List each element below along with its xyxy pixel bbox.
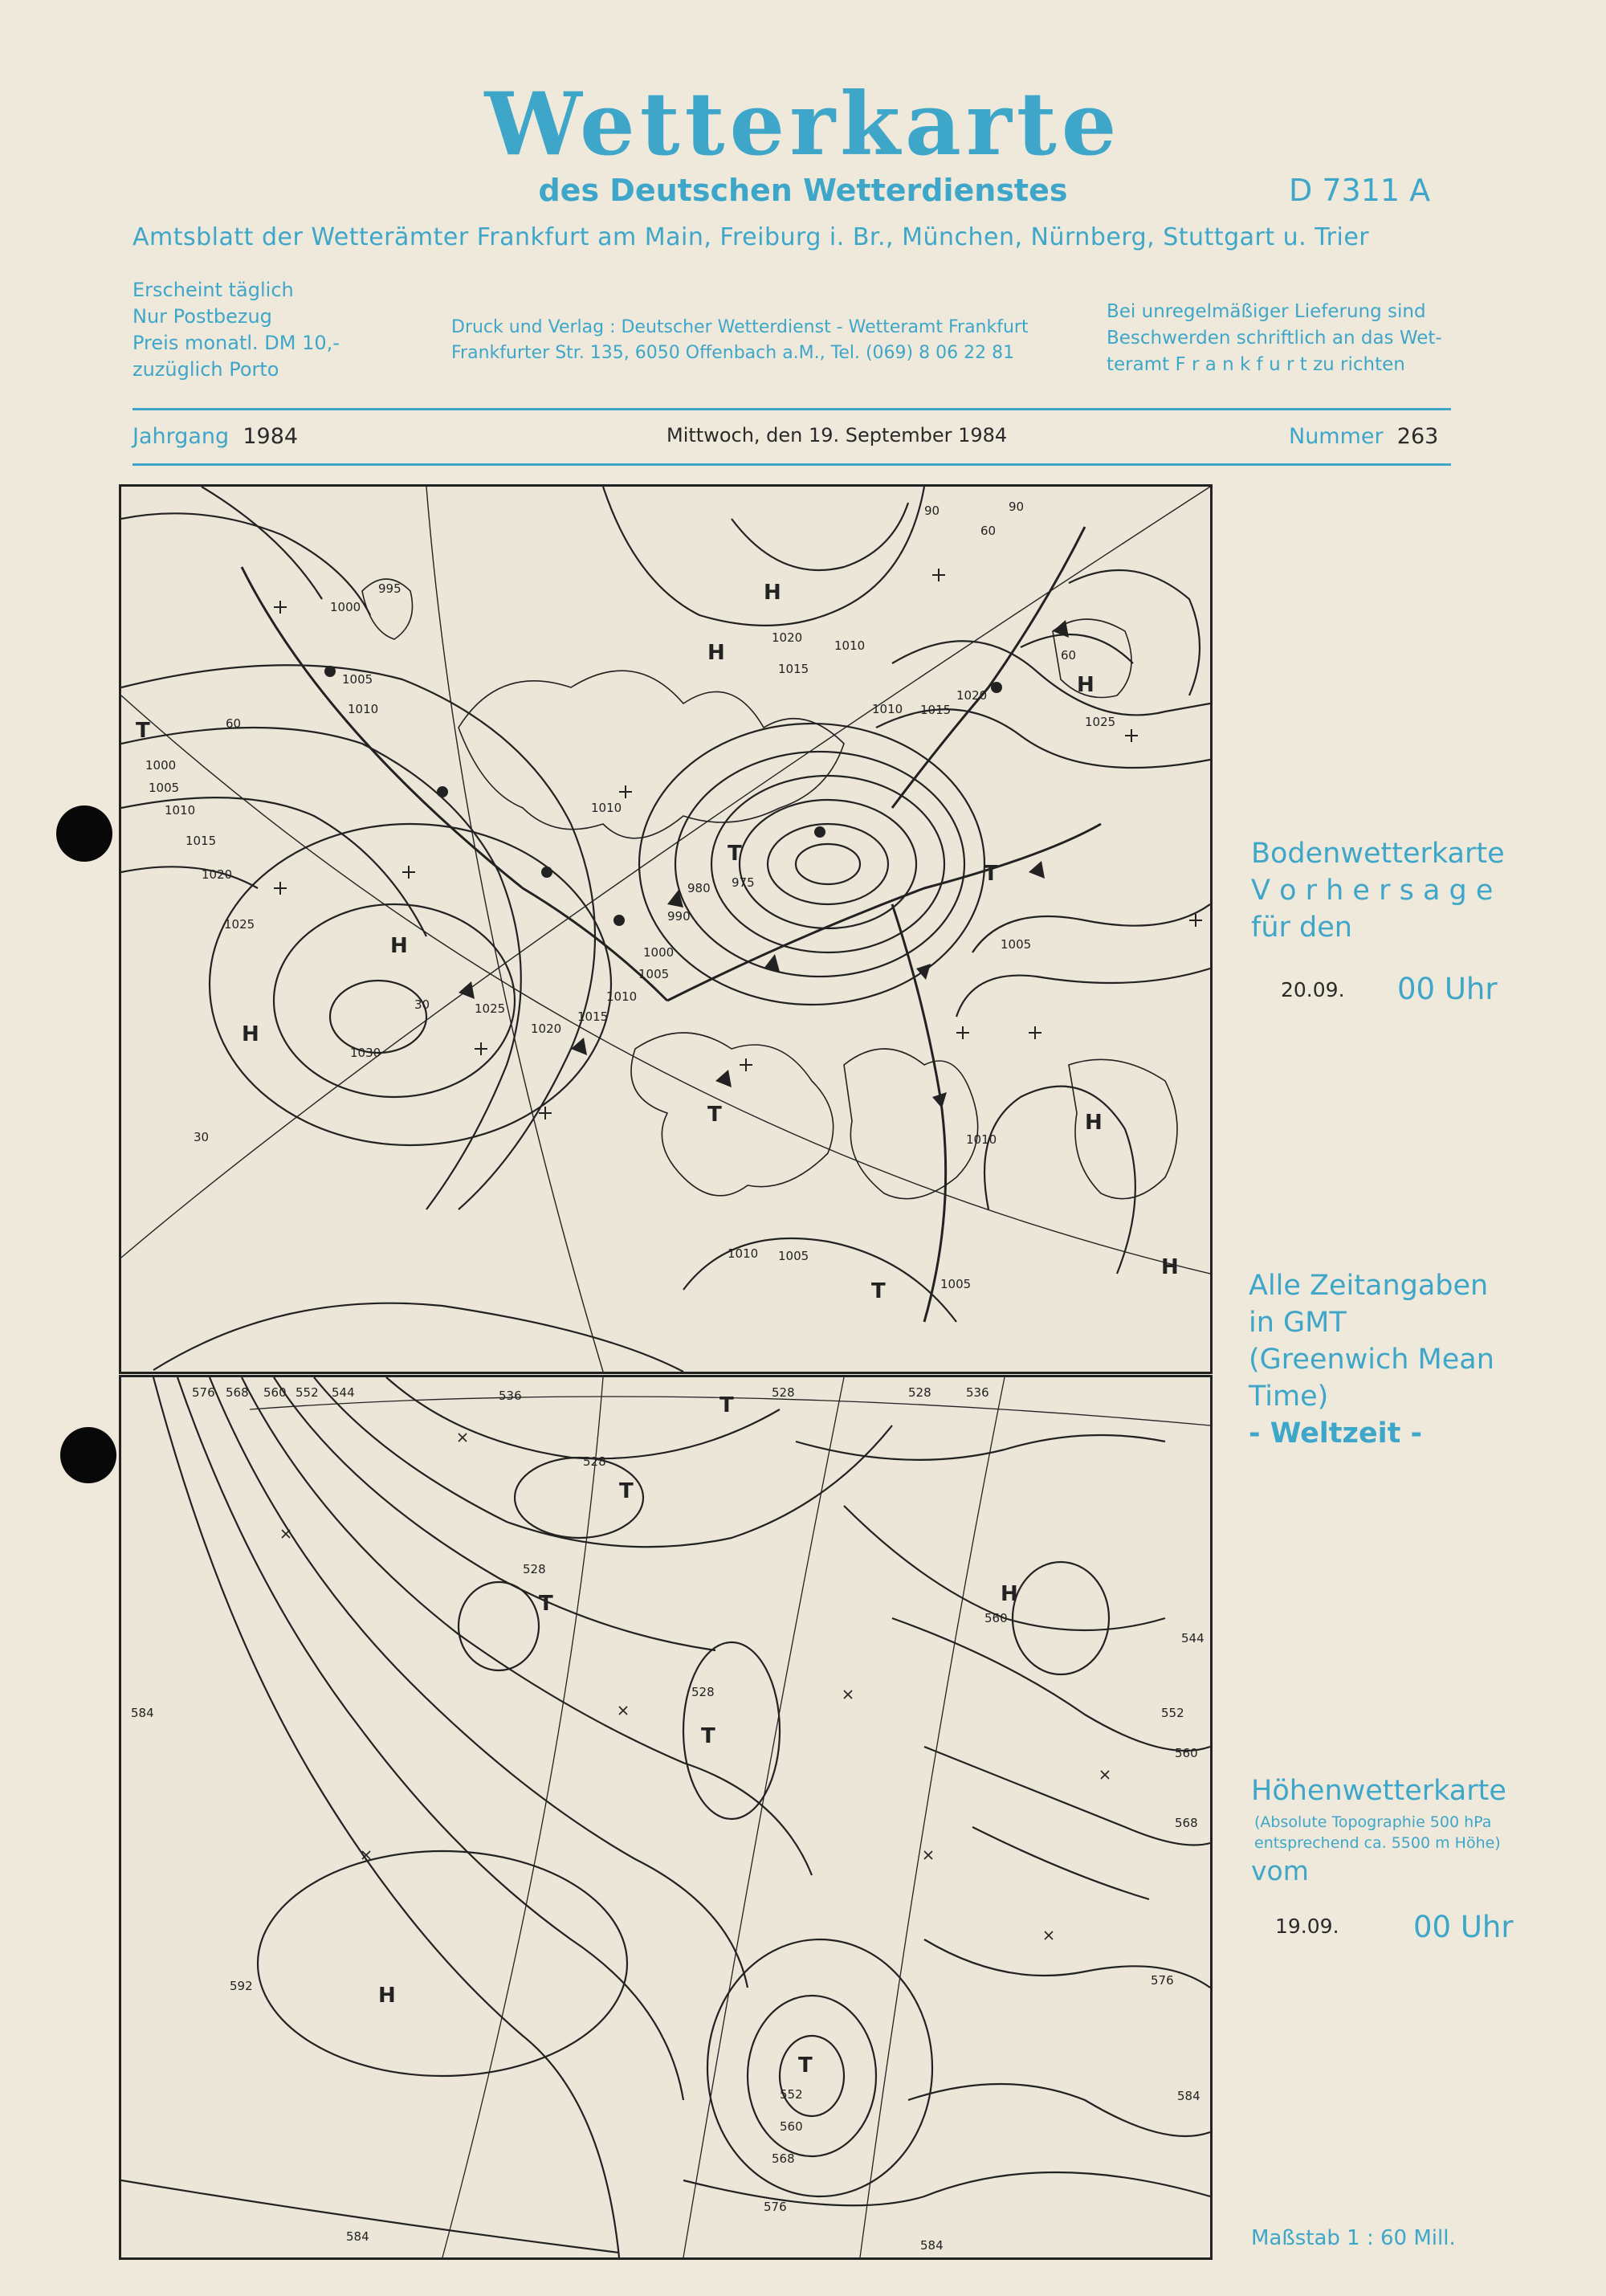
isobar-label: 60 bbox=[980, 524, 997, 538]
time-zone-line: - Weltzeit - bbox=[1249, 1417, 1423, 1450]
isobar-label: 1005 bbox=[1001, 937, 1032, 952]
pressure-center-label: T bbox=[619, 1479, 634, 1503]
contour-label: 568 bbox=[772, 2151, 795, 2166]
subscription-line: zuzüglich Porto bbox=[132, 358, 279, 381]
issue-date: Mittwoch, den 19. September 1984 bbox=[666, 424, 1008, 447]
isobar-label: 1005 bbox=[149, 781, 180, 795]
subscription-line: Erscheint täglich bbox=[132, 279, 294, 301]
contour-label: 584 bbox=[131, 1706, 154, 1720]
nummer bbox=[1289, 424, 1438, 449]
isobar-label: 1010 bbox=[348, 702, 379, 716]
jahrgang-value: 1984 bbox=[243, 424, 299, 449]
surface-map-drawing bbox=[121, 487, 1210, 1372]
contour-label: 528 bbox=[908, 1385, 931, 1400]
surface-map-for: für den bbox=[1251, 911, 1352, 944]
isobar-label: 1020 bbox=[202, 867, 233, 882]
upper-map-drawing bbox=[121, 1377, 1210, 2257]
pressure-center-label: H bbox=[1001, 1582, 1018, 1606]
nummer-label: Nummer bbox=[1289, 424, 1384, 449]
isobar-label: 1020 bbox=[531, 1022, 562, 1036]
contour-label: 568 bbox=[226, 1385, 249, 1400]
publisher-line: Druck und Verlag : Deutscher Wetterdienst - Wetteramt Frankfurt bbox=[451, 317, 1029, 337]
surface-map-time: 00 Uhr bbox=[1397, 972, 1498, 1006]
pressure-center-label: T bbox=[984, 862, 998, 886]
subscription-info bbox=[132, 277, 340, 383]
isobar-label: 975 bbox=[732, 875, 755, 890]
isobar-label: 30 bbox=[194, 1130, 210, 1144]
pressure-center-label: T bbox=[719, 1393, 734, 1417]
complaint-info bbox=[1107, 299, 1442, 378]
time-zone-line: Alle Zeitangaben bbox=[1249, 1270, 1489, 1302]
pressure-center-label: T bbox=[707, 1103, 722, 1127]
jahrgang bbox=[132, 424, 298, 449]
isobar-label: 980 bbox=[687, 881, 711, 895]
time-zone-line: (Greenwich Mean bbox=[1249, 1344, 1494, 1376]
masthead-subtitle: des Deutschen Wetterdienstes bbox=[538, 173, 1068, 208]
isobar-label: 60 bbox=[1061, 648, 1077, 663]
amtsblatt-line: Amtsblatt der Wetterämter Frankfurt am Main, Freiburg i. Br., München, Nürnberg, Stuttgart u. Trier bbox=[132, 223, 1370, 251]
isobar-label: 1015 bbox=[920, 703, 952, 717]
contour-label: 576 bbox=[192, 1385, 215, 1400]
contour-label: 528 bbox=[691, 1685, 715, 1699]
isobar-label: 1020 bbox=[772, 630, 803, 645]
upper-air-map bbox=[119, 1375, 1213, 2260]
pressure-center-label: H bbox=[242, 1022, 259, 1046]
contour-label: 592 bbox=[230, 1979, 253, 1993]
pressure-center-label: H bbox=[1161, 1255, 1179, 1279]
contour-label: 528 bbox=[772, 1385, 795, 1400]
pressure-center-label: T bbox=[136, 719, 150, 743]
publisher-line: Frankfurter Str. 135, 6050 Offenbach a.M., Tel. (069) 8 06 22 81 bbox=[451, 343, 1015, 363]
contour-label: 528 bbox=[523, 1562, 546, 1576]
issn-code: D 7311 A bbox=[1289, 173, 1431, 208]
surface-forecast-map bbox=[119, 484, 1213, 1374]
isobar-label: 30 bbox=[414, 997, 430, 1012]
contour-label: 544 bbox=[332, 1385, 355, 1400]
isobar-label: 1010 bbox=[728, 1246, 759, 1261]
complaint-line: teramt F r a n k f u r t zu richten bbox=[1107, 354, 1405, 375]
contour-label: 560 bbox=[780, 2119, 803, 2134]
isobar-label: 1000 bbox=[145, 758, 177, 773]
pressure-center-label: T bbox=[701, 1724, 715, 1748]
contour-label: 560 bbox=[1175, 1746, 1198, 1760]
complaint-line: Bei unregelmäßiger Lieferung sind bbox=[1107, 301, 1426, 322]
contour-label: 568 bbox=[1175, 1816, 1198, 1830]
contour-label: 552 bbox=[296, 1385, 319, 1400]
upper-map-title: Höhenwetterkarte bbox=[1251, 1775, 1506, 1807]
upper-map-from: vom bbox=[1251, 1855, 1309, 1886]
isobar-label: 1005 bbox=[778, 1249, 809, 1263]
punch-hole bbox=[56, 805, 112, 862]
pressure-center-label: H bbox=[764, 581, 781, 605]
pressure-center-label: T bbox=[798, 2053, 813, 2078]
contour-label: 560 bbox=[984, 1611, 1008, 1625]
contour-label: 560 bbox=[263, 1385, 287, 1400]
isobar-label: 1005 bbox=[638, 967, 670, 981]
header-rule-top bbox=[132, 408, 1451, 410]
isobar-label: 1005 bbox=[940, 1277, 972, 1291]
jahrgang-label: Jahrgang bbox=[132, 424, 230, 449]
isobar-label: 1010 bbox=[606, 989, 638, 1004]
isobar-label: 1025 bbox=[224, 917, 255, 932]
contour-label: 552 bbox=[780, 2087, 803, 2102]
contour-label: 536 bbox=[966, 1385, 989, 1400]
isobar-label: 1025 bbox=[1085, 715, 1116, 729]
surface-map-caption bbox=[1251, 835, 1505, 946]
isobar-label: 1010 bbox=[966, 1132, 997, 1147]
publisher-info bbox=[451, 315, 1029, 366]
contour-label: 544 bbox=[1181, 1631, 1204, 1646]
isobar-label: 990 bbox=[667, 909, 691, 924]
contour-label: 584 bbox=[920, 2238, 944, 2253]
pressure-center-label: H bbox=[1085, 1111, 1103, 1135]
isobar-label: 1000 bbox=[330, 600, 361, 614]
header-rule-bottom bbox=[132, 463, 1451, 466]
upper-map-date: 19.09. bbox=[1275, 1915, 1339, 1938]
isobar-label: 1010 bbox=[165, 803, 196, 818]
upper-map-time: 00 Uhr bbox=[1413, 1910, 1514, 1944]
upper-map-note-line: (Absolute Topographie 500 hPa bbox=[1254, 1813, 1492, 1831]
isobar-label: 1005 bbox=[342, 672, 373, 687]
isobar-label: 1015 bbox=[577, 1009, 609, 1024]
time-zone-note bbox=[1249, 1267, 1494, 1452]
pressure-center-label: T bbox=[728, 842, 742, 866]
isobar-label: 1010 bbox=[591, 801, 622, 815]
isobar-label: 1030 bbox=[350, 1046, 381, 1060]
contour-label: 584 bbox=[1177, 2089, 1200, 2103]
time-zone-line: Time) bbox=[1249, 1380, 1329, 1413]
complaint-line: Beschwerden schriftlich an das Wet- bbox=[1107, 328, 1442, 349]
isobar-label: 1010 bbox=[834, 638, 866, 653]
isobar-label: 60 bbox=[226, 716, 242, 731]
pressure-center-label: H bbox=[390, 934, 408, 958]
pressure-center-label: T bbox=[871, 1279, 886, 1303]
pressure-center-label: T bbox=[539, 1592, 553, 1616]
map-scale: Maßstab 1 : 60 Mill. bbox=[1251, 2226, 1456, 2250]
upper-map-note-line: entsprechend ca. 5500 m Höhe) bbox=[1254, 1834, 1501, 1852]
isobar-label: 1010 bbox=[872, 702, 903, 716]
time-zone-line: in GMT bbox=[1249, 1307, 1347, 1339]
surface-map-date: 20.09. bbox=[1281, 978, 1345, 1001]
punch-hole bbox=[60, 1427, 116, 1483]
contour-label: 552 bbox=[1161, 1706, 1184, 1720]
isobar-label: 1025 bbox=[475, 1001, 506, 1016]
surface-map-title: Bodenwetterkarte bbox=[1251, 838, 1505, 870]
masthead-title: Wetterkarte bbox=[484, 74, 1122, 175]
contour-label: 576 bbox=[764, 2200, 787, 2214]
subscription-line: Nur Postbezug bbox=[132, 305, 272, 328]
nummer-value: 263 bbox=[1396, 424, 1439, 449]
contour-label: 536 bbox=[499, 1389, 522, 1403]
pressure-center-label: H bbox=[707, 641, 725, 665]
isobar-label: 1015 bbox=[185, 834, 217, 848]
contour-label: 576 bbox=[1151, 1973, 1174, 1988]
contour-label: 528 bbox=[583, 1454, 606, 1469]
isobar-label: 995 bbox=[378, 581, 402, 596]
isobar-label: 1000 bbox=[643, 945, 675, 960]
pressure-center-label: H bbox=[378, 1984, 396, 2008]
isobar-label: 90 bbox=[924, 504, 940, 518]
isobar-label: 1020 bbox=[956, 688, 988, 703]
surface-map-forecast: V o r h e r s a g e bbox=[1251, 875, 1494, 907]
contour-label: 584 bbox=[346, 2229, 369, 2244]
upper-map-note bbox=[1254, 1812, 1501, 1854]
isobar-label: 90 bbox=[1009, 500, 1025, 514]
isobar-label: 1015 bbox=[778, 662, 809, 676]
subscription-line: Preis monatl. DM 10,- bbox=[132, 332, 340, 354]
pressure-center-label: H bbox=[1077, 673, 1094, 697]
